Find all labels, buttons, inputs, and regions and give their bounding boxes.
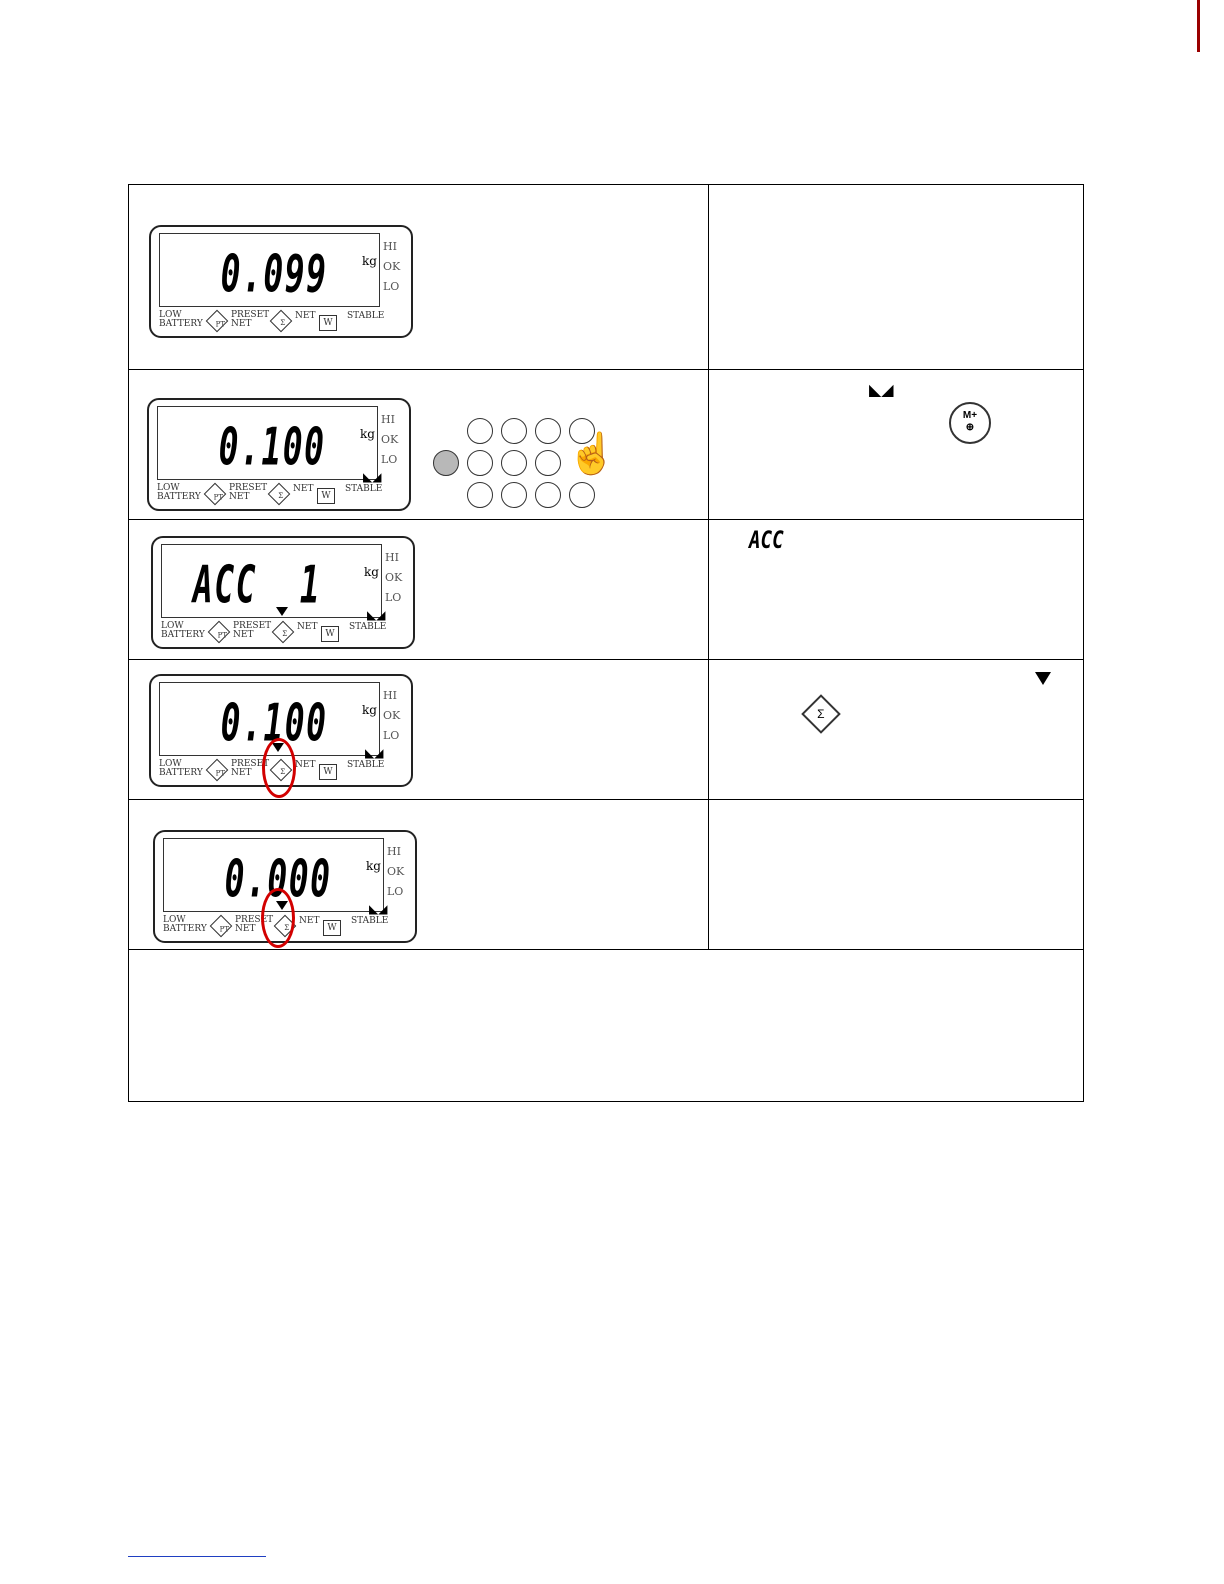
mplus-label: M+ (962, 410, 978, 421)
table-row (129, 185, 1083, 370)
lcd-screen (157, 406, 382, 484)
limit-indicators (383, 237, 400, 297)
table-row (129, 370, 1083, 520)
stable-icon: ◣◢ (365, 746, 384, 760)
net-label: NET (297, 622, 318, 632)
acc-segment-icon: ACC (749, 526, 784, 554)
stable-label: STABLE (345, 484, 383, 494)
table-row (129, 520, 1083, 660)
w-icon: W (323, 920, 341, 936)
display-digits: 0.000 (224, 848, 331, 909)
page-edge-mark (1197, 0, 1200, 52)
mplus-symbol: ⊕ (965, 422, 975, 433)
limit-indicators (381, 410, 398, 470)
tare-icon: PT (206, 759, 229, 782)
table-cell-text (709, 370, 1083, 519)
lcd-screen (161, 544, 386, 622)
keypad-key (501, 482, 527, 508)
net-label: NET (293, 484, 314, 494)
indicator-labels (157, 484, 397, 506)
indicator-triangle (276, 607, 288, 616)
indicator-labels (161, 622, 401, 644)
scale-display (153, 830, 417, 943)
stable-icon: ◣◢ (363, 470, 382, 484)
w-icon: W (319, 315, 337, 331)
keypad-key (535, 482, 561, 508)
stable-icon: ◣◢ (369, 902, 388, 916)
ok-label: OK (383, 260, 401, 273)
stable-label: STABLE (349, 622, 387, 632)
lo-label: LO (383, 729, 400, 742)
unit-label: kg (366, 859, 381, 873)
stable-label: STABLE (347, 311, 385, 321)
w-icon: W (321, 626, 339, 642)
low-battery-label: LOW BATTERY (161, 621, 205, 640)
indicator-labels (159, 311, 399, 333)
table-row (129, 950, 1083, 1102)
pointing-hand-icon: ☝ (567, 432, 617, 476)
table-cell-text (709, 660, 1083, 799)
low-battery-label: LOW BATTERY (157, 483, 201, 502)
tare-icon: PT (204, 483, 227, 506)
ok-label: OK (385, 571, 403, 584)
preset-net-label: PRESET NET (229, 483, 268, 502)
limit-indicators (387, 842, 404, 902)
table-cell-image (129, 370, 709, 519)
low-battery-label: LOW BATTERY (159, 310, 203, 329)
sigma-key-icon (801, 694, 841, 734)
lo-label: LO (385, 591, 402, 604)
sigma-icon: Σ (270, 759, 293, 782)
lo-label: LO (387, 885, 404, 898)
low-battery-label: LOW BATTERY (163, 915, 207, 934)
scale-display (151, 536, 415, 649)
unit-label: kg (362, 254, 377, 268)
display-digits: 0.099 (220, 243, 327, 304)
sigma-symbol: Σ (817, 706, 825, 721)
highlight-circle (262, 738, 296, 798)
lo-label: LO (381, 453, 398, 466)
w-icon: W (317, 488, 335, 504)
preset-net-label: PRESET NET (231, 310, 270, 329)
tare-icon: PT (210, 915, 233, 938)
net-label: NET (295, 760, 316, 770)
table-cell-image (129, 660, 709, 799)
table-cell-image (129, 185, 709, 369)
sigma-icon: Σ (268, 483, 291, 506)
hi-label: HI (385, 551, 399, 564)
lo-label: LO (383, 280, 400, 293)
keypad-key (535, 418, 561, 444)
table-row (129, 800, 1083, 950)
low-battery-label: LOW BATTERY (159, 759, 203, 778)
sigma-icon: Σ (270, 310, 293, 333)
sigma-icon: Σ (272, 621, 295, 644)
ok-label: OK (387, 865, 405, 878)
keypad-key (501, 418, 527, 444)
table-cell-image (129, 800, 709, 949)
hi-label: HI (381, 413, 395, 426)
scale-display (149, 674, 413, 787)
indicator-triangle (1035, 672, 1051, 685)
table-cell-text (709, 185, 1083, 369)
display-digits: 0.100 (220, 692, 327, 753)
preset-net-label: PRESET NET (233, 621, 272, 640)
preset-net-label: PRESET NET (231, 759, 270, 778)
ok-label: OK (383, 709, 401, 722)
table-cell-image (129, 520, 709, 659)
mplus-key-icon (949, 402, 991, 444)
stable-label: STABLE (351, 916, 389, 926)
sigma-icon: Σ (274, 915, 297, 938)
keypad-key (569, 482, 595, 508)
table-row (129, 660, 1083, 800)
preset-net-label: PRESET NET (235, 915, 274, 934)
keypad-key (535, 450, 561, 476)
unit-label: kg (364, 565, 379, 579)
unit-label: kg (362, 703, 377, 717)
stable-icon: ◣◢ (367, 608, 386, 622)
scale-display (147, 398, 411, 511)
keypad-key-active (433, 450, 459, 476)
keypad-key (501, 450, 527, 476)
tare-icon: PT (208, 621, 231, 644)
footer-link-underline (128, 1556, 266, 1557)
keypad-diagram (429, 416, 619, 516)
instruction-table (128, 184, 1084, 1102)
hi-label: HI (383, 689, 397, 702)
scale-display (149, 225, 413, 338)
keypad-key (467, 482, 493, 508)
hi-label: HI (383, 240, 397, 253)
ok-label: OK (381, 433, 399, 446)
highlight-circle (261, 888, 295, 948)
table-cell-text (709, 520, 1083, 659)
w-icon: W (319, 764, 337, 780)
unit-label: kg (360, 427, 375, 441)
net-label: NET (295, 311, 316, 321)
table-cell-text (709, 800, 1083, 949)
net-label: NET (299, 916, 320, 926)
stable-icon: ◣◢ (869, 382, 894, 399)
hi-label: HI (387, 845, 401, 858)
keypad-key (467, 450, 493, 476)
stable-label: STABLE (347, 760, 385, 770)
keypad-key (467, 418, 493, 444)
display-digits: 0.100 (218, 416, 325, 477)
tare-icon: PT (206, 310, 229, 333)
limit-indicators (383, 686, 400, 746)
lcd-screen (159, 233, 380, 307)
display-digits: ACC 1 (192, 554, 321, 615)
limit-indicators (385, 548, 402, 608)
